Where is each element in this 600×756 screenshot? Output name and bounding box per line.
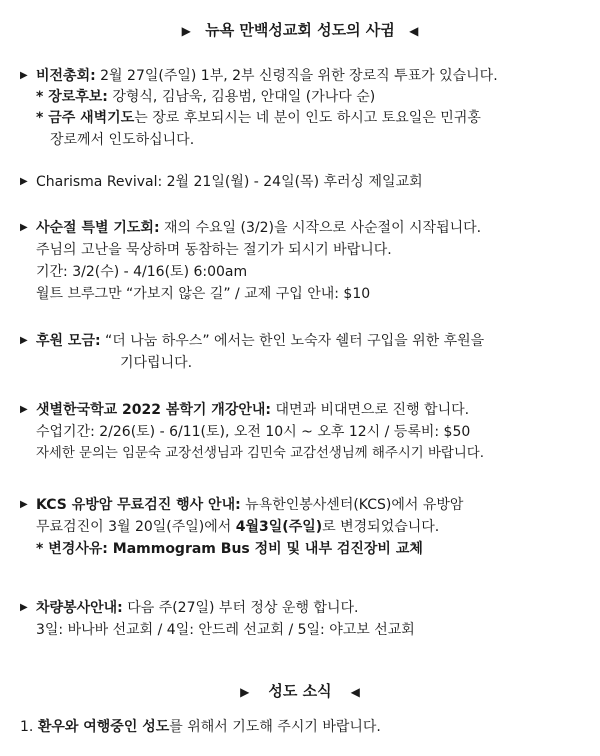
announcement-line: 샛별한국학교 2022 봄학기 개강안내: 대면과 비대면으로 진행 합니다.	[36, 402, 470, 418]
right-triangle-icon: ▶	[181, 24, 191, 38]
announcement-line: 무료검진이 3월 20일(주일)에서 4월3일(주일)로 변경되었습니다.	[36, 519, 440, 535]
announcement-line: 비전총회: 2월 27일(주일) 1부, 2부 신령직을 위한 장로직 투표가 있습니다.	[36, 68, 498, 84]
announcement-line: 후원 모금: “더 나눔 하우스” 에서는 한인 노숙자 쉘터 구입을 위한 후원을	[36, 333, 485, 349]
announcement-line: 주님의 고난을 묵상하며 동참하는 절기가 되시기 바랍니다.	[36, 242, 392, 258]
member-news-item: 1. 환우와 여행중인 성도를 위해서 기도해 주시기 바랍니다.	[20, 719, 381, 735]
announcement-line: 차량봉사안내: 다음 주(27일) 부터 정상 운행 합니다.	[36, 600, 359, 616]
bullet-icon: ▶	[20, 404, 28, 415]
announcement-line: 자세한 문의는 임문숙 교장선생님과 김민숙 교감선생님께 해주시기 바랍니다.	[36, 446, 484, 461]
bullet-icon: ▶	[20, 222, 28, 233]
section-title-text: 성도 소식	[268, 682, 332, 700]
bullet-icon: ▶	[20, 176, 28, 187]
announcement-line: 수업기간: 2/26(토) - 6/11(토), 오전 10시 ~ 오후 12시 / 등록비: $50	[36, 424, 471, 440]
announcement-line: * 변경사유: Mammogram Bus 정비 및 내부 검진장비 교체	[36, 541, 423, 557]
announcement-line: 월트 브루그만 “가보지 않은 길” / 교제 구입 안내: $10	[36, 286, 371, 302]
announcement-line: 사순절 특별 기도회: 재의 수요일 (3/2)을 시작으로 사순절이 시작됩니다.	[36, 220, 482, 236]
announcement-line: * 금주 새벽기도는 장로 후보되시는 네 분이 인도 하시고 토요일은 민귀홍	[36, 110, 481, 126]
announcement-line: 장로께서 인도하십니다.	[50, 132, 195, 148]
bullet-icon: ▶	[20, 335, 28, 346]
title-text: 뉴욕 만백성교회 성도의 사귐	[205, 21, 395, 39]
bullet-icon: ▶	[20, 499, 28, 510]
bullet-icon: ▶	[20, 602, 28, 613]
announcement-line: 기간: 3/2(수) - 4/16(토) 6:00am	[36, 264, 248, 280]
bullet-icon: ▶	[20, 70, 28, 81]
announcement-line: * 장로후보: 강형식, 김남욱, 김용범, 안대일 (가나다 순)	[36, 89, 376, 105]
announcement-line: 3일: 바나바 선교회 / 4일: 안드레 선교회 / 5일: 야고보 선교회	[36, 622, 415, 638]
announcement-line: KCS 유방암 무료검진 행사 안내: 뉴욕한인봉사센터(KCS)에서 유방암	[36, 497, 464, 513]
announcement-line: 기다립니다.	[120, 355, 193, 371]
left-triangle-icon: ◀	[350, 685, 360, 699]
left-triangle-icon: ◀	[409, 24, 419, 38]
right-triangle-icon: ▶	[240, 685, 250, 699]
announcement-line: Charisma Revival: 2월 21일(월) - 24일(목) 후러싱 제일교회	[36, 174, 423, 190]
page-title	[0, 20, 600, 41]
section-title	[0, 681, 600, 702]
